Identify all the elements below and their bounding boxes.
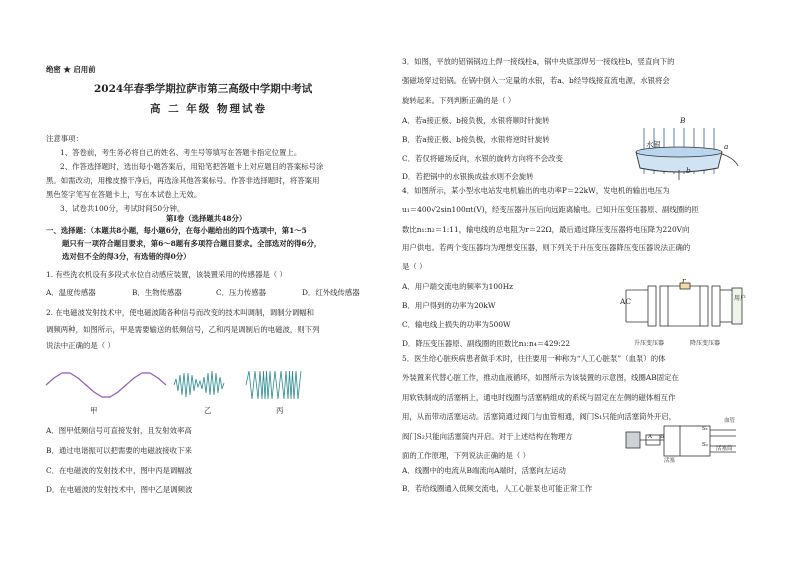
- q5-label-s1: S₁: [702, 426, 708, 432]
- q3-label-field: B: [680, 116, 686, 125]
- notice-heading: 注意事项：: [46, 134, 83, 143]
- q2-stem: 2. 在电磁波发射技术中，使电磁波随各种信号而改变的技术叫调制，调制分调幅和: [46, 308, 315, 317]
- q5-label-blood: 血管: [724, 418, 736, 424]
- q5-stem: 5．医生给心脏疾病患者做手术时，往往要用一种称为“人工心脏泵”（血泵）的体: [402, 354, 666, 363]
- q3-label-mercury: 水银: [646, 140, 661, 149]
- q3-stem: 3．如图，平放的铝锅锅边上焊一接线柱a，锅中央底部焊另一接线柱b，竖直向下的: [402, 57, 675, 66]
- q3-label-b: b: [686, 166, 691, 175]
- q3-label-a: a: [724, 142, 729, 151]
- q4-option-c: C．输电线上损失的功率为500W: [402, 320, 511, 329]
- notice-item: 3、试卷共100分，考试时间50分钟。: [60, 204, 185, 213]
- secret-mark: 绝密 ★ 启用前: [46, 65, 96, 74]
- q3-option-b: B．若a接正极、b接负极，水银将逆时针旋转: [402, 135, 550, 144]
- q2-stem: 说法中正确的是（ ）: [46, 341, 115, 350]
- q3-option-d: D．若把锅中的水银换成盐水则不会旋转: [402, 172, 534, 181]
- q5-stem: 外装置来代替心脏工作，推动血液循环，如图所示为该装置的示意图，线圈AB固定在: [402, 373, 679, 382]
- q4-option-a: A．用户端交流电的频率为100Hz: [402, 282, 514, 291]
- q4-stem: u₁＝400√2sin100πt(V)，经变压器升压后向远距离输电。已知升压变压器原、副线圈的匝: [402, 205, 699, 214]
- notice-item: 黑。如需改动，用橡皮擦干净后，再选涂其他答案标号。作答非选择题时，将答案用: [46, 176, 320, 185]
- q4-label-user: 用户: [734, 295, 747, 302]
- q5-label-s2: S₂: [702, 442, 708, 448]
- q3-stem: 旋转起来。下列判断正确的是（ ）: [402, 96, 516, 105]
- exam-title: 2024年春季学期拉萨市第三高级中学期中考试: [94, 83, 313, 95]
- q1-stem: 1. 有些洗衣机设有多段式水位自动感应装置，该装置采用的传感器是（ ）: [46, 270, 287, 279]
- q1-option-c: C．压力传感器: [216, 288, 266, 297]
- q5-stem: 用软铁制成的活塞柄上，通电时线圈与活塞柄组成的系统与固定在左侧的磁体相互作: [402, 393, 676, 402]
- q1-option-a: A．温度传感器: [46, 288, 96, 297]
- q1-option-d: D．红外线传感器: [302, 288, 360, 297]
- q5-label-b: B: [660, 434, 665, 440]
- q5-stem: 用，从而带动活塞运动。活塞筒通过阀门与血管相通，阀门S₁只能向活塞筒外开启，: [402, 412, 677, 421]
- q5-option-b: B．若给线圈通入低频交流电，人工心脏泵也可能正常工作: [402, 484, 593, 493]
- notice-item: 1、答卷前，考生务必将自己的姓名、考生号等填写在答题卡指定位置上。: [60, 148, 302, 157]
- q2-figure-label-jia: 甲: [90, 406, 98, 415]
- q2-option-b: B．通过电谐振可以把需要的电磁波接收下来: [46, 446, 192, 455]
- fm-wave: [246, 371, 301, 399]
- q2-signal-figure: [46, 360, 386, 410]
- q3-stem: 强磁场穿过铝锅。在锅中倒入一定量的水银，若a、b经导线接直流电源，水银将会: [402, 76, 670, 85]
- section-instructions: 题只有一项符合题目要求，第6～8题有多项符合题目要求。全部选对的得6分，: [62, 239, 322, 248]
- q4-stem: 用户供电。若两个变压器均为理想变压器，则下列关于升压变压器降压变压器说法正确的: [402, 243, 691, 252]
- q4-label-step-up: 升压变压器: [634, 340, 665, 347]
- q4-stem: 数比n₁:n₂＝1:11，输电线的总电阻为r＝22Ω，最后通过降压变压器将电压降为220V向: [402, 225, 690, 234]
- q2-figure-label-yi: 乙: [204, 406, 212, 415]
- q5-label-piston: 活塞: [664, 458, 676, 464]
- q5-label-cylinder: 活塞筒: [716, 446, 733, 452]
- section-instructions: 一、选择题：（本题共8小题，每小题6分，在每小题给出的四个选项中，第1～5: [46, 226, 307, 235]
- part1-title: 第Ⅰ卷（选择题共48分）: [166, 214, 247, 223]
- q4-stem: 是（ ）: [402, 262, 427, 271]
- section-instructions: 选对但不全的得3分，有选错的得0分）: [62, 252, 191, 261]
- notice-item: 2、作答选择题时，选出每小题答案后，用铅笔把答题卡上对应题目的答案标号涂: [60, 162, 324, 171]
- q4-transmission-figure: [618, 276, 747, 336]
- q1-option-b: B．生物传感器: [132, 288, 182, 297]
- q4-label-ac: AC: [620, 297, 631, 306]
- q3-option-c: C．若仅将磁场反向，水银的旋转方向将不会改变: [402, 154, 563, 163]
- q2-figure-label-bing: 丙: [276, 406, 284, 415]
- exam-subtitle: 高 二 年级 物理试卷: [150, 103, 267, 115]
- q4-label-r: r: [682, 276, 686, 285]
- q5-stem: 阀门S₂只能向活塞筒内开启。对于上述结构在物理方: [402, 432, 573, 441]
- am-wave: [174, 371, 224, 397]
- q5-stem: 面的工作原理，下列说法正确的是（ ）: [402, 451, 530, 460]
- q2-stem: 调频两种，如图所示，甲是需要输送的低频信号，乙和丙是调制后的电磁波，则下列: [46, 325, 320, 334]
- q4-option-b: B．用户得到的功率为20kW: [402, 301, 496, 310]
- q2-option-c: C．在电磁波的发射技术中，图中丙是调幅波: [46, 466, 193, 475]
- q4-stem: 4．如图所示，某小型水电站发电机输出的电功率P＝22kW，发电机的输出电压为: [402, 186, 670, 195]
- notice-item: 黑色签字笔写在答题卡上，写在本试卷上无效。: [46, 190, 202, 199]
- low-frequency-wave: [46, 373, 166, 397]
- q4-option-d: D．降压变压器原、副线圈的匝数比n₃:n₄＝429:22: [402, 339, 571, 348]
- q2-option-d: D．在电磁波的发射技术中，图中乙是调频波: [46, 485, 193, 494]
- q5-option-a: A．线圈中的电流从B端流向A端时，活塞向左运动: [402, 466, 566, 475]
- q3-option-a: A．若a接正极、b接负极，水银将顺时针旋转: [402, 116, 550, 125]
- q5-label-a: A: [648, 434, 652, 440]
- q2-option-a: A．图甲低频信号可直接发射，且发射效率高: [46, 426, 192, 435]
- q4-label-step-down: 降压变压器: [690, 340, 721, 347]
